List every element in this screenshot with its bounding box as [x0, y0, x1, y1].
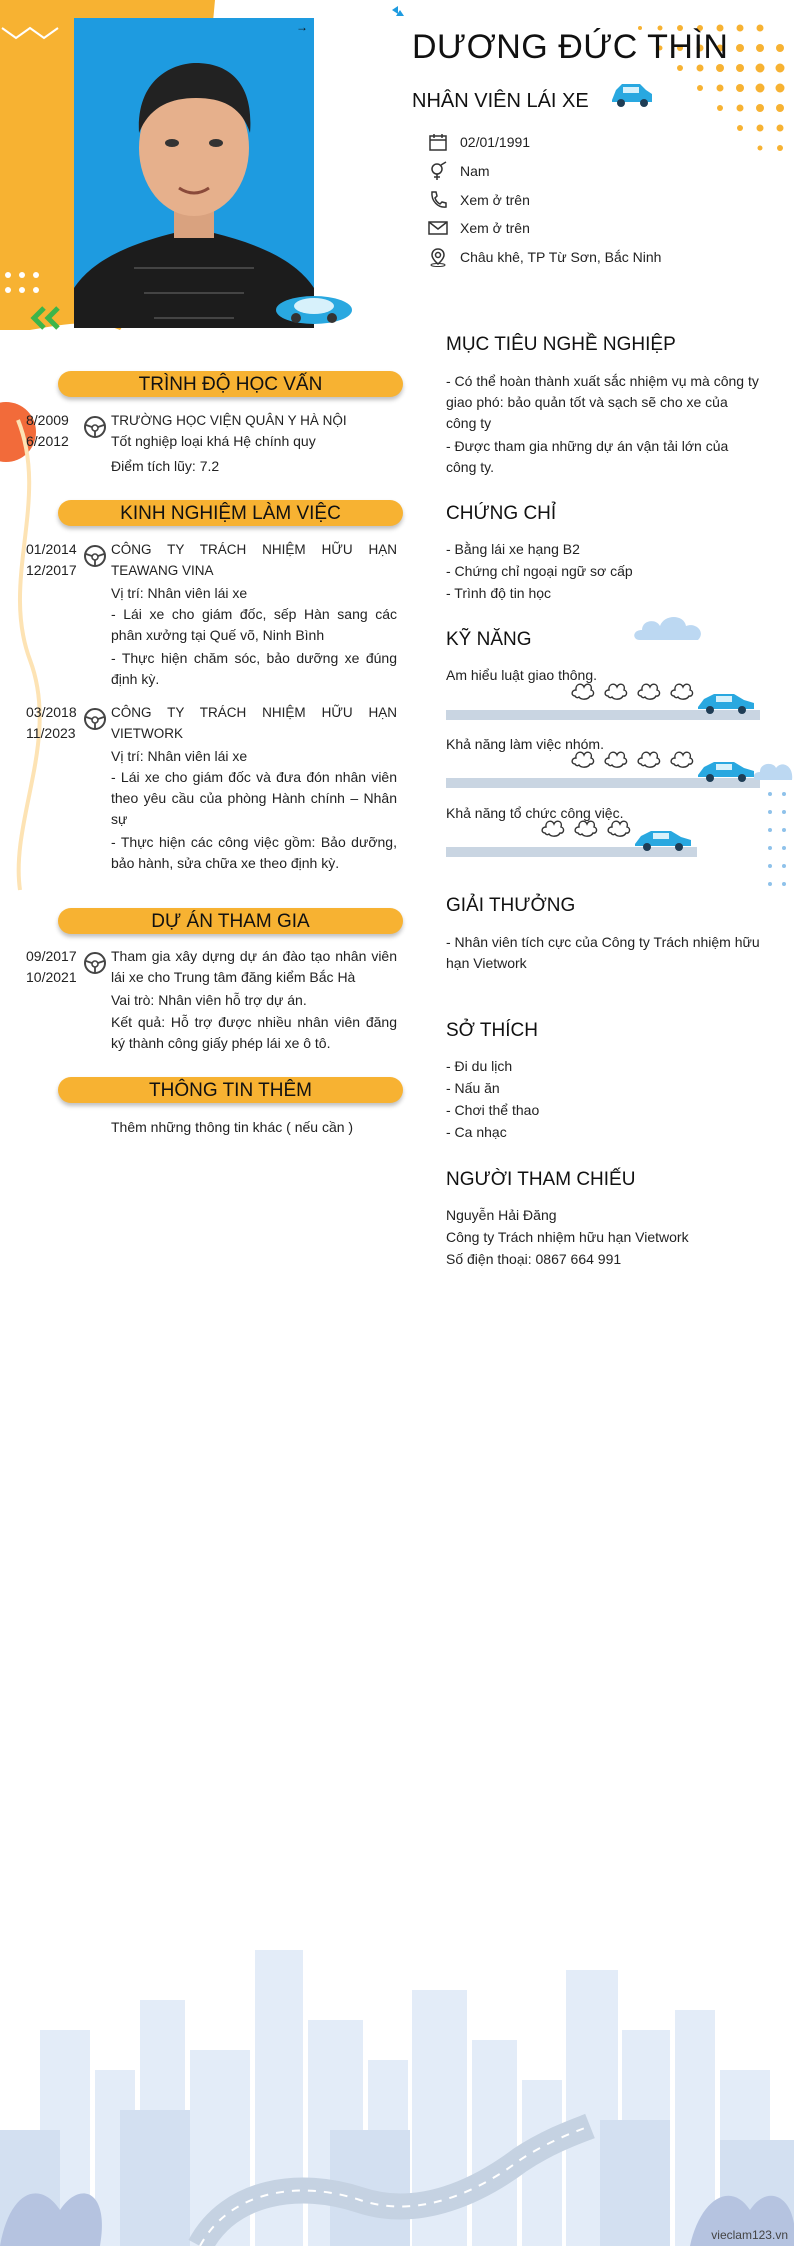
smoke-icon: [670, 680, 694, 702]
steering-wheel-icon: [83, 951, 107, 975]
steering-wheel-icon: [83, 415, 107, 439]
job-1-date-to: 12/2017: [26, 562, 77, 578]
education-school: TRƯỜNG HỌC VIỆN QUÂN Y HÀ NỘI: [111, 413, 347, 428]
education-line1: Tốt nghiệp loại khá Hệ chính quy: [111, 433, 316, 449]
hobby-item: - Chơi thể thao: [446, 1102, 540, 1118]
job-1-position: Vị trí: Nhân viên lái xe: [111, 585, 248, 601]
info-phone: [428, 190, 530, 210]
projects-heading: DỰ ÁN THAM GIA: [58, 908, 403, 934]
hobbies-heading: SỞ THÍCH: [446, 1020, 538, 1041]
certificate-item: - Trình độ tin học: [446, 585, 552, 601]
job-2-date-to: 11/2023: [26, 725, 76, 741]
certificate-item: - Chứng chỉ ngoại ngữ sơ cấp: [446, 563, 633, 579]
objective-line2: - Được tham gia những dự án vận tải lớn của công ty.: [446, 438, 729, 475]
gender-text: Nam: [460, 163, 490, 179]
birthday-text: 02/01/1991: [460, 134, 531, 150]
awards-text: - Nhân viên tích cực của Công ty Trách nhiệm hữu hạn Vietwork: [446, 934, 760, 971]
education-date-to: 6/2012: [26, 433, 69, 449]
profile-photo: [74, 18, 314, 328]
job-1-company: CÔNG TY TRÁCH NHIỆM HỮU HẠN TEAWANG VINA: [111, 542, 397, 578]
reference-company: Công ty Trách nhiệm hữu hạn Vietwork: [446, 1229, 689, 1245]
calendar-icon: [428, 132, 448, 152]
steering-wheel-icon: [83, 707, 107, 731]
project-role: Vai trò: Nhân viên hỗ trợ dự án.: [111, 992, 307, 1008]
certificate-item: - Bằng lái xe hạng B2: [446, 541, 580, 557]
info-birthday: [428, 132, 530, 152]
objective-line1: - Có thể hoàn thành xuất sắc nhiệm vụ mà công ty giao phó: bảo quản tốt và sạch sẽ cho xe của công ty: [446, 373, 759, 431]
info-gender: [428, 161, 490, 181]
person-silhouette: [74, 18, 314, 328]
experience-heading: KINH NGHIỆM LÀM VIỆC: [58, 500, 403, 526]
footer-site: vieclam123.vn: [711, 2228, 788, 2242]
car-icon: [274, 286, 354, 334]
smoke-icon: [607, 817, 631, 839]
education-heading: TRÌNH ĐỘ HỌC VẤN: [58, 371, 403, 397]
more-info-heading: THÔNG TIN THÊM: [58, 1077, 403, 1103]
hobby-item: - Đi du lịch: [446, 1058, 513, 1074]
photo-arrow-icon: →: [296, 20, 308, 34]
email-text: Xem ở trên: [460, 220, 530, 236]
smoke-icon: [604, 748, 628, 770]
skill-name: Khả năng tổ chức công việc.: [446, 805, 624, 821]
car-icon: [633, 828, 693, 852]
awards-heading: GIẢI THƯỞNG: [446, 895, 576, 916]
hobby-item: - Nấu ăn: [446, 1080, 500, 1096]
car-icon: [608, 80, 654, 110]
more-info-text: Thêm những thông tin khác ( nếu cần ): [111, 1119, 354, 1135]
certificates-heading: CHỨNG CHỈ: [446, 503, 557, 524]
skyline-decoration: [0, 1930, 794, 2246]
smoke-icon: [571, 680, 595, 702]
smoke-icon: [637, 748, 661, 770]
job-2-position: Vị trí: Nhân viên lái xe: [111, 748, 248, 764]
dots-decoration: [764, 788, 794, 898]
reference-name: Nguyễn Hải Đăng: [446, 1207, 557, 1223]
hobby-item: - Ca nhạc: [446, 1124, 507, 1140]
cloud-icon: [632, 612, 708, 642]
reference-phone: Số điện thoại: 0867 664 991: [446, 1251, 622, 1267]
side-decoration: [0, 380, 60, 900]
project-desc: Tham gia xây dựng dự án đào tạo nhân viên lái xe cho Trung tâm đăng kiểm Bắc Hà: [111, 948, 397, 985]
smoke-icon: [574, 817, 598, 839]
steering-wheel-icon: [83, 544, 107, 568]
skill-name: Am hiểu luật giao thông.: [446, 667, 597, 683]
phone-text: Xem ở trên: [460, 192, 530, 208]
smoke-icon: [604, 680, 628, 702]
phone-icon: [428, 190, 448, 210]
project-result: Kết quả: Hỗ trợ được nhiều nhân viên đăng ký thành công giấy phép lái xe ô tô.: [111, 1014, 397, 1051]
location-icon: [428, 247, 448, 267]
job-2-date-from: 03/2018: [26, 704, 77, 720]
smoke-icon: [541, 817, 565, 839]
job-1-desc2: - Thực hiện chăm sóc, bảo dưỡng xe đúng định kỳ.: [111, 650, 397, 687]
skills-heading: KỸ NĂNG: [446, 629, 532, 650]
job-2-desc2: - Thực hiện các công việc gồm: Bảo dưỡng, bảo hành, sửa chữa xe theo định kỳ.: [111, 834, 397, 871]
education-date-from: 8/2009: [26, 412, 69, 428]
car-icon: [696, 691, 756, 715]
reference-heading: NGƯỜI THAM CHIẾU: [446, 1169, 636, 1190]
cloud-icon: [752, 756, 794, 782]
info-email: [428, 218, 530, 238]
smoke-icon: [670, 748, 694, 770]
smoke-icon: [571, 748, 595, 770]
project-date-to: 10/2021: [26, 969, 77, 985]
car-icon: [696, 759, 756, 783]
education-line2: Điểm tích lũy: 7.2: [111, 458, 220, 474]
address-text: Châu khê, TP Từ Sơn, Bắc Ninh: [460, 249, 662, 265]
job-1-date-from: 01/2014: [26, 541, 77, 557]
objective-heading: MỤC TIÊU NGHỀ NGHIỆP: [446, 334, 676, 355]
job-2-desc1: - Lái xe cho giám đốc và đưa đón nhân viên theo yêu cầu của phòng Hành chính – Nhân sự: [111, 769, 397, 827]
job-title: NHÂN VIÊN LÁI XE: [412, 90, 589, 112]
full-name: DƯƠNG ĐỨC THÌN: [412, 28, 729, 66]
skill-name: Khả năng làm việc nhóm.: [446, 736, 604, 752]
smoke-icon: [637, 680, 661, 702]
job-1-desc1: - Lái xe cho giám đốc, sếp Hàn sang các phân xưởng tại Quế võ, Ninh Bình: [111, 606, 397, 643]
job-2-company: CÔNG TY TRÁCH NHIỆM HỮU HẠN VIETWORK: [111, 705, 397, 741]
project-date-from: 09/2017: [26, 948, 77, 964]
gender-icon: [428, 161, 448, 181]
mail-icon: [428, 218, 448, 238]
info-address: [428, 247, 661, 267]
